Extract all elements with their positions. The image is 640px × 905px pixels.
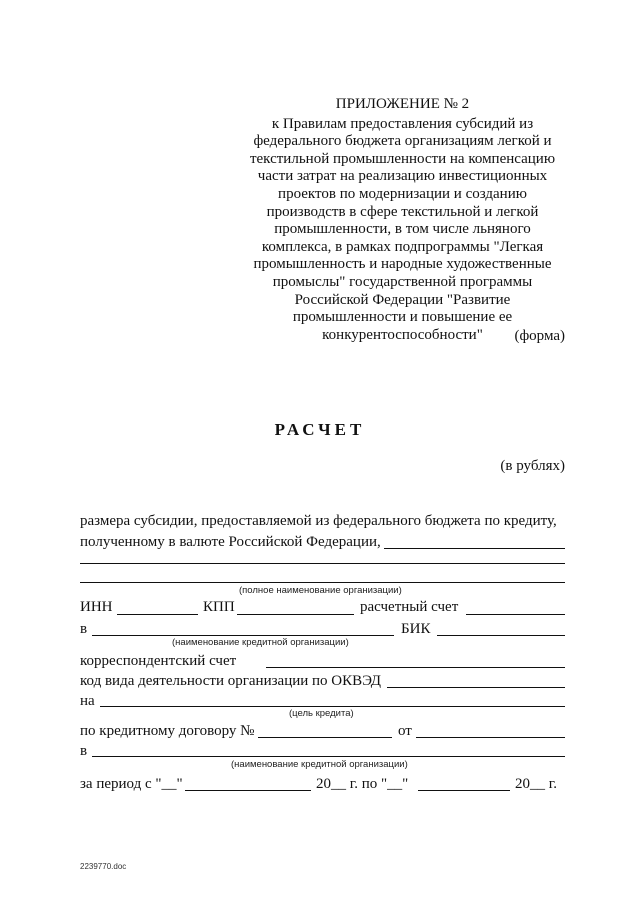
contract-number-field[interactable] <box>258 737 392 738</box>
okved-field[interactable] <box>387 687 565 688</box>
form-label: (форма) <box>514 328 565 344</box>
period-end-field[interactable] <box>418 790 510 791</box>
corr-account-label: корреспондентский счет <box>80 653 237 669</box>
intro-line-1: размера субсидии, предоставляемой из федерального бюджета по кредиту, <box>80 513 557 529</box>
org-name-field-1[interactable] <box>80 563 565 564</box>
document-heading: РАСЧЕТ <box>274 420 366 439</box>
account-field[interactable] <box>466 614 565 615</box>
org-name-field-2[interactable] <box>80 582 565 583</box>
appendix-title: ПРИЛОЖЕНИЕ № 2 <box>335 96 470 112</box>
period-suffix: 20__ г. <box>515 776 557 792</box>
purpose-caption: (цель кредита) <box>289 708 354 719</box>
appendix-text: к Правилам предоставления субсидий из федерального бюджета организациям легкой и текстильной промышленности на компенсацию части затрат на реализацию инвестиционных проектов по модернизации и созданию производств в сфере текстильной и легкой промышленности, в том числе льняного комплекса, в рамках подпрограммы "Легкая промышленность и народные художественные промыслы" государственной программы Российской Федерации "Развитие промышленности и повышение ее конкурентоспособности" <box>249 115 556 343</box>
period-start-field[interactable] <box>185 790 311 791</box>
contract-from-label: от <box>398 723 412 739</box>
inn-field[interactable] <box>117 614 198 615</box>
bank-prefix: в <box>80 621 88 637</box>
currency-note: (в рублях) <box>500 458 565 474</box>
corr-account-field[interactable] <box>266 667 565 668</box>
appendix-block <box>240 96 565 344</box>
bank2-name-field[interactable] <box>92 756 565 757</box>
account-label: расчетный счет <box>360 599 459 615</box>
currency-org-field[interactable] <box>384 548 565 549</box>
kpp-label: КПП <box>203 599 235 615</box>
bik-label: БИК <box>401 621 431 637</box>
bank2-caption: (наименование кредитной организации) <box>231 759 408 770</box>
bank-name-field[interactable] <box>92 635 394 636</box>
purpose-field[interactable] <box>100 706 565 707</box>
bank-caption: (наименование кредитной организации) <box>172 637 349 648</box>
purpose-prefix: на <box>80 693 95 709</box>
period-middle: 20__ г. по "__" <box>316 776 409 792</box>
inn-label: ИНН <box>80 599 113 615</box>
intro-line-2: полученному в валюте Российской Федерации, <box>80 534 381 550</box>
period-prefix: за период с "__" <box>80 776 183 792</box>
bik-field[interactable] <box>437 635 565 636</box>
okved-label: код вида деятельности организации по ОКВЭД <box>80 673 382 689</box>
contract-date-field[interactable] <box>416 737 565 738</box>
kpp-field[interactable] <box>237 614 354 615</box>
org-name-caption: (полное наименование организации) <box>239 585 402 596</box>
document-footer: 2239770.doc <box>80 862 127 871</box>
bank2-prefix: в <box>80 743 88 759</box>
contract-label: по кредитному договору № <box>80 723 255 739</box>
